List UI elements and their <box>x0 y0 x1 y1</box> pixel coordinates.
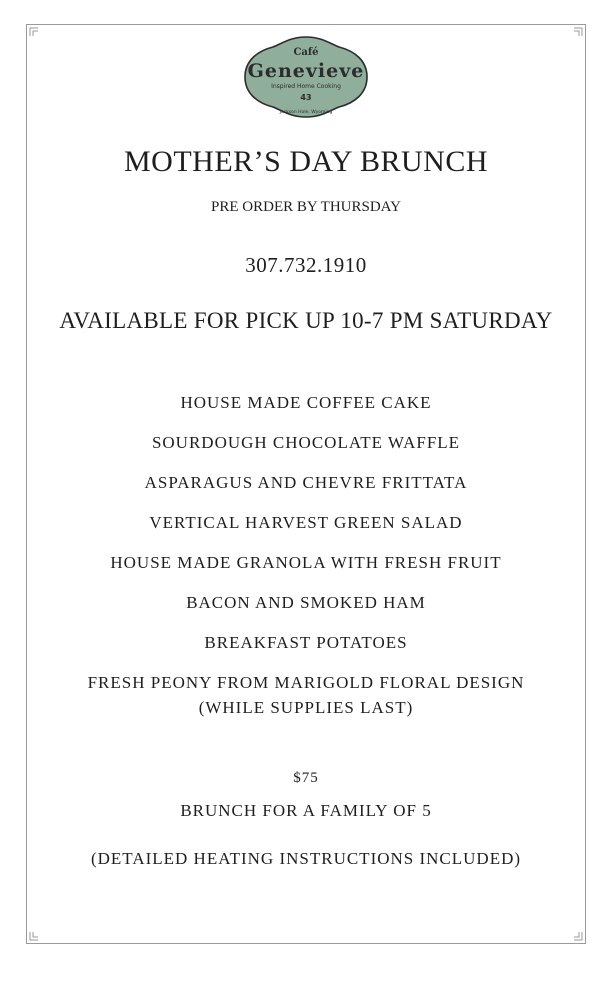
corner-ornament <box>573 27 583 37</box>
pickup-info: AVAILABLE FOR PICK UP 10-7 PM SATURDAY <box>59 308 553 333</box>
corner-ornament <box>29 27 39 37</box>
logo-name: Genevieve <box>247 60 365 82</box>
menu-item: HOUSE MADE COFFEE CAKE <box>180 393 432 412</box>
logo-tagline: Inspired Home Cooking <box>271 83 341 90</box>
cafe-logo <box>243 35 369 119</box>
corner-ornament <box>573 931 583 941</box>
heating-note: (DETAILED HEATING INSTRUCTIONS INCLUDED) <box>90 849 522 868</box>
corner-ornament <box>29 931 39 941</box>
menu-item-note: (WHILE SUPPLIES LAST) <box>198 698 414 717</box>
preorder-note: PRE ORDER BY THURSDAY <box>211 199 401 215</box>
menu-item: ASPARAGUS AND CHEVRE FRITTATA <box>144 473 468 492</box>
menu-item: FRESH PEONY FROM MARIGOLD FLORAL DESIGN <box>87 673 525 692</box>
logo-top-text: Café <box>293 47 319 58</box>
price: $75 <box>293 770 319 786</box>
page-title: MOTHER’S DAY BRUNCH <box>124 145 488 178</box>
logo-location: Jackson Hole, Wyoming <box>279 110 333 115</box>
menu-item: HOUSE MADE GRANOLA WITH FRESH FRUIT <box>110 553 502 572</box>
menu-item: SOURDOUGH CHOCOLATE WAFFLE <box>151 433 461 452</box>
phone-number: 307.732.1910 <box>245 253 367 277</box>
menu-item: BREAKFAST POTATOES <box>204 633 408 652</box>
logo-address-mark: 43 <box>300 93 312 102</box>
price-description: BRUNCH FOR A FAMILY OF 5 <box>180 801 432 820</box>
menu-item: BACON AND SMOKED HAM <box>186 593 426 612</box>
menu-item: VERTICAL HARVEST GREEN SALAD <box>149 513 463 532</box>
